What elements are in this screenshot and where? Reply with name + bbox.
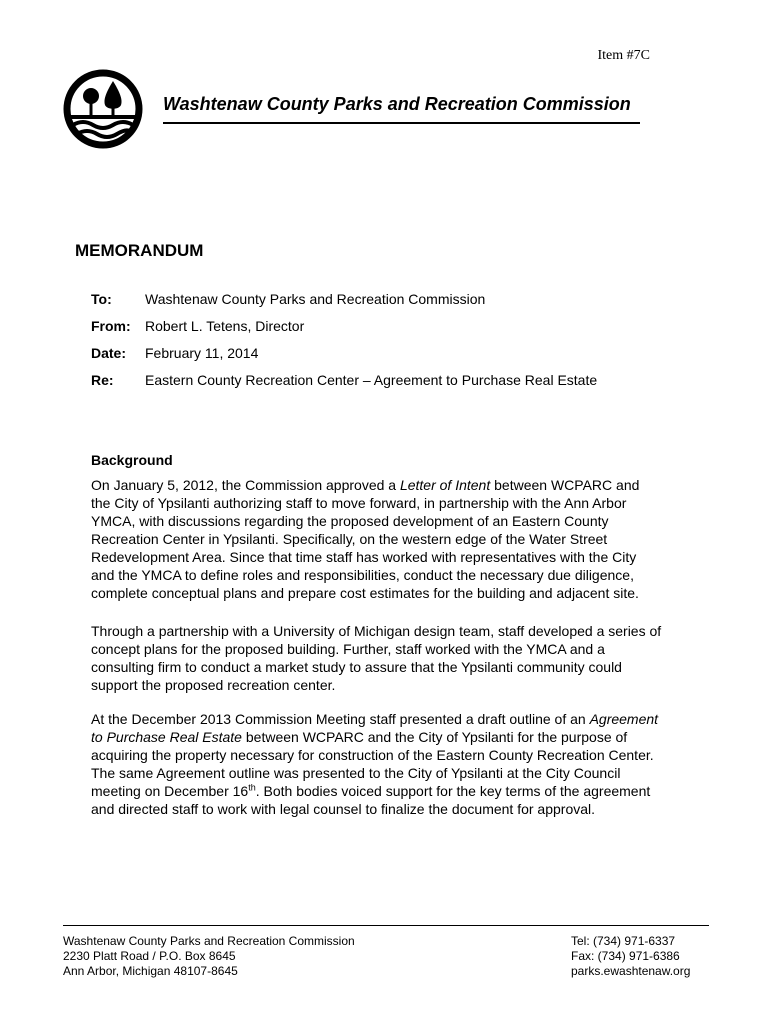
p1-line: YMCA, with discussions regarding the proposed development of an Eastern County <box>91 513 609 529</box>
paragraph-2 <box>91 622 721 694</box>
footer-address-line: 2230 Platt Road / P.O. Box 8645 <box>63 949 236 963</box>
memo-date-label: Date: <box>91 345 127 361</box>
memo-from-row <box>91 318 304 334</box>
footer-contact <box>571 934 690 979</box>
p3-line: and directed staff to work with legal counsel to finalize the document for approval. <box>91 801 596 817</box>
footer-address <box>63 934 355 979</box>
memo-date-value: February 11, 2014 <box>145 345 259 361</box>
paragraph-3 <box>91 710 721 818</box>
footer-fax: Fax: (734) 971-6386 <box>571 949 680 963</box>
footer-divider <box>63 925 709 926</box>
p3-line: acquiring the property necessary for construction of the Eastern County Recreation Center. <box>91 747 654 763</box>
memo-from-label: From: <box>91 318 131 334</box>
letter-of-intent-italic: Letter of Intent <box>399 477 491 493</box>
background-heading: Background <box>91 452 173 468</box>
title-divider <box>163 122 640 124</box>
memo-to-label: To: <box>91 291 112 307</box>
p3-line: At the December 2013 Commission Meeting staff presented a draft outline of an Agreement <box>91 711 659 727</box>
item-number: Item #7C <box>597 48 650 63</box>
p2-line: concept plans for the proposed building. Further, staff worked with the YMCA and a <box>91 641 605 657</box>
p1-line: Redevelopment Area. Since that time staff has worked with representatives with the City <box>91 549 637 565</box>
footer-tel: Tel: (734) 971-6337 <box>571 934 676 948</box>
p2-line: support the proposed recreation center. <box>91 677 336 693</box>
p1-line: On January 5, 2012, the Commission approved a Letter of Intent between WCPARC and <box>91 477 640 493</box>
memo-to-row <box>91 291 485 307</box>
memo-to-value: Washtenaw County Parks and Recreation Commission <box>145 291 486 307</box>
agreement-italic: Agreement <box>589 711 659 727</box>
p1-line: and the YMCA to define roles and responsibilities, conduct the necessary due diligence, <box>91 567 634 583</box>
footer-org-name: Washtenaw County Parks and Recreation Commission <box>63 934 355 948</box>
org-title: Washtenaw County Parks and Recreation Commission <box>163 94 631 114</box>
p3-line: to Purchase Real Estate between WCPARC and the City of Ypsilanti for the purpose of <box>91 729 628 745</box>
footer-address-line: Ann Arbor, Michigan 48107-8645 <box>63 964 238 978</box>
memo-from-value: Robert L. Tetens, Director <box>145 318 305 334</box>
p1-line: Recreation Center in Ypsilanti. Specifically, on the western edge of the Water Street <box>91 531 608 547</box>
p1-line: the City of Ypsilanti authorizing staff to move forward, in partnership with the Ann Arbor <box>91 495 627 511</box>
p1-line: complete conceptual plans and prepare cost estimates for the building and adjacent site. <box>91 585 639 601</box>
memo-date-row <box>91 345 258 361</box>
agreement-italic: to Purchase Real Estate <box>91 729 242 745</box>
p3-line: The same Agreement outline was presented to the City of Ypsilanti at the City Council <box>91 765 621 781</box>
p2-line: consulting firm to conduct a market study to assure that the Ypsilanti community could <box>91 659 622 675</box>
paragraph-1 <box>91 476 721 602</box>
memo-re-value: Eastern County Recreation Center – Agreement to Purchase Real Estate <box>145 372 598 388</box>
p3-line: meeting on December 16th. Both bodies voiced support for the key terms of the agreement <box>91 782 651 799</box>
park-tree-water-logo-icon <box>63 69 143 149</box>
memo-re-row <box>91 372 597 388</box>
memo-heading: MEMORANDUM <box>75 241 204 260</box>
footer-web: parks.ewashtenaw.org <box>571 964 691 978</box>
memo-re-label: Re: <box>91 372 114 388</box>
p2-line: Through a partnership with a University of Michigan design team, staff developed a series of <box>91 623 662 639</box>
